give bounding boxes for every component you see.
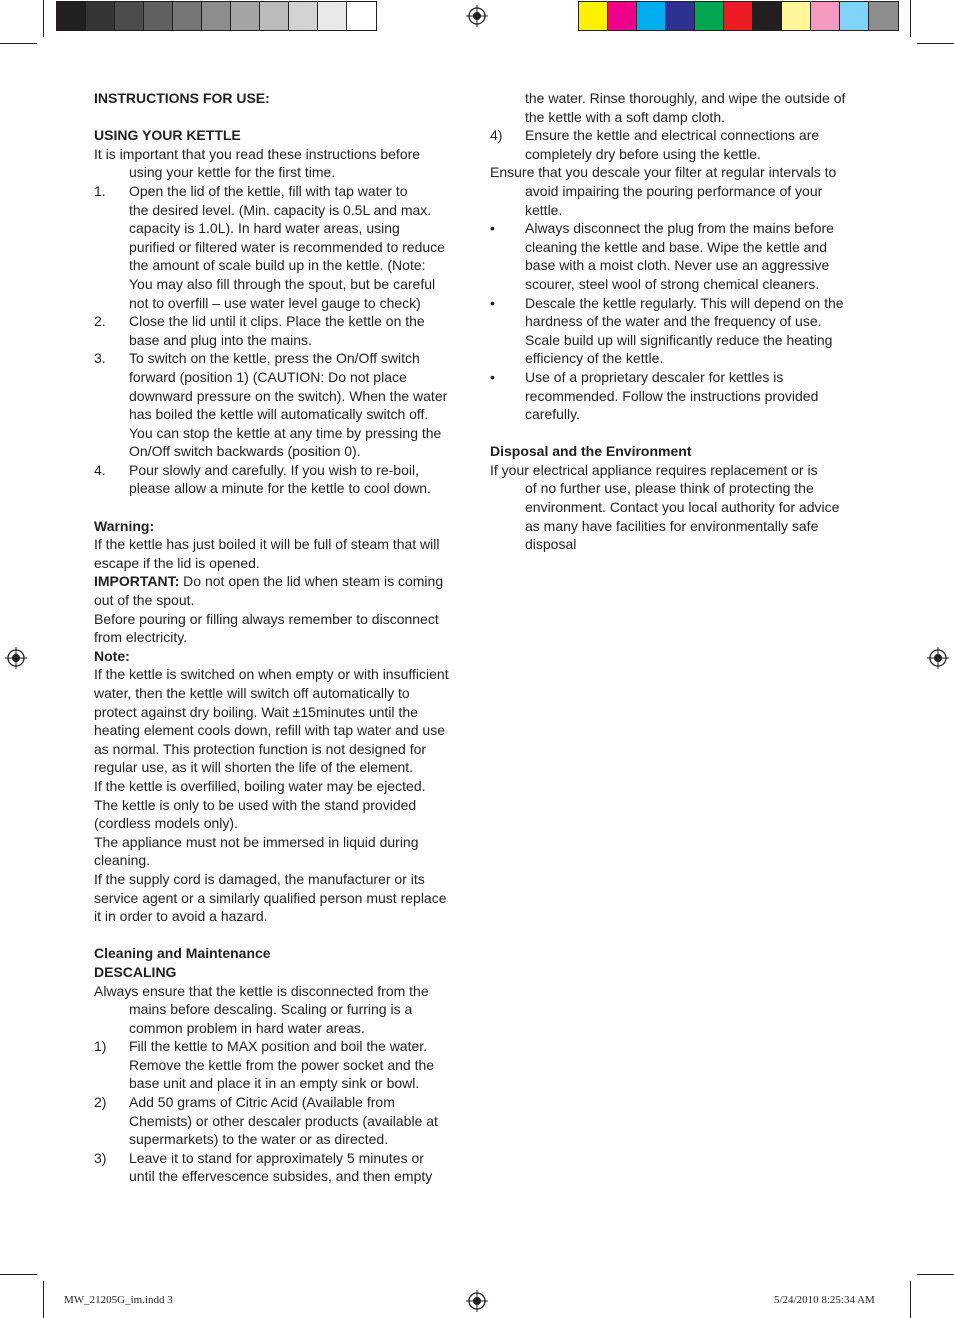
text-line: recommended. Follow the instructions provided [525,387,819,404]
list-marker: 1) [94,1038,107,1055]
list-item [490,294,870,368]
text-line: common problem in hard water areas. [129,1019,365,1036]
important-paragraph [94,572,474,609]
color-swatch [57,2,86,30]
text-line: as normal. This protection function is not designed for [94,740,427,757]
text-line: capacity is 1.0L). In hard water areas, using [129,220,400,237]
text-line: environment. Contact you local authority for advice [525,499,840,516]
text-line: hardness of the water and the frequency of use. [525,313,822,330]
text-line: base and plug into the mains. [129,331,312,348]
section-heading: INSTRUCTIONS FOR USE: [94,90,270,106]
list-marker: • [490,294,495,311]
text-line: If the kettle has just boiled it will be full of steam that will [94,536,440,553]
list-item [94,312,474,349]
color-swatch [86,2,115,30]
text-line [94,572,474,591]
text-line: has boiled the kettle will automatically switch off. [129,406,429,423]
text-line: Ensure the kettle and electrical connections are [525,127,820,144]
text-line: disposal [525,536,577,553]
print-timestamp: 5/24/2010 8:25:34 AM [774,1294,875,1306]
right-text-column [490,89,870,554]
hanging-paragraph [94,982,474,1038]
color-swatch [666,2,695,30]
paragraph [94,610,474,647]
text-line: Add 50 grams of Citric Acid (Available from [129,1094,395,1111]
section-heading: Warning: [94,517,155,534]
text-line: downward pressure on the switch). When the water [129,387,448,404]
hanging-paragraph [490,461,870,554]
text-line: Open the lid of the kettle, fill with tap water to [129,182,408,199]
text-line: the kettle with a soft damp cloth. [525,108,725,125]
text-line: You can stop the kettle at any time by pressing the [129,424,442,441]
text-line: service agent or a similarly qualified person must replace [94,889,447,906]
text-line: supermarkets) to the water or as directed. [129,1131,389,1148]
list-item [94,461,474,498]
text-line: the water. Rinse thoroughly, and wipe the outside of [525,90,846,106]
text-line: until the effervescence subsides, and then empty [129,1168,433,1185]
crosshair-registration-icon [466,1290,488,1312]
text-line: avoid impairing the pouring performance of your [525,182,823,199]
color-swatch [231,2,260,30]
crop-mark [910,1281,911,1318]
list-item [490,368,870,424]
text-line: regular use, as it will shorten the life of the element. [94,759,414,776]
text-line: If the supply cord is damaged, the manufacturer or its [94,870,425,887]
color-swatch [347,2,376,30]
text-line: Always disconnect the plug from the mains before [525,220,834,237]
paragraph [94,535,474,572]
text-line: it in order to avoid a hazard. [94,908,268,925]
text-line: Before pouring or filling always remember to disconnect [94,610,439,627]
list-item [94,182,474,312]
color-swatch [144,2,173,30]
text-line: mains before descaling. Scaling or furring is a [129,1001,413,1018]
text-line: from electricity. [94,629,188,646]
text-line: completely dry before using the kettle. [525,145,761,162]
gray-scale-bar [56,1,377,31]
text-line: protect against dry boiling. Wait ±15minutes until the [94,703,418,720]
text-line: carefully. [525,406,580,423]
list-item [94,1149,474,1186]
text-line: please allow a minute for the kettle to cool down. [129,480,431,497]
list-item [94,1093,474,1149]
paragraph [94,665,474,925]
left-text-column [94,89,474,1186]
color-swatch [289,2,318,30]
color-swatch [637,2,666,30]
paragraph-gap [94,498,474,517]
text-line: Ensure that you descale your filter at regular intervals to [490,164,837,181]
text-line: On/Off switch backwards (position 0). [129,443,361,460]
color-swatch [724,2,753,30]
text-line: If your electrical appliance requires replacement or is [490,461,818,478]
list-marker: 2) [94,1094,107,1111]
text-line: the amount of scale build up in the kettle. (Note: [129,257,426,274]
color-swatch [811,2,840,30]
section-heading: Disposal and the Environment [490,443,692,460]
crop-mark [910,0,911,37]
list-marker: • [490,220,495,237]
text-line: escape if the lid is opened. [94,554,260,571]
color-swatch [695,2,724,30]
important-text: Do not open the lid when steam is coming [179,573,444,590]
text-line: Always ensure that the kettle is disconnected from the [94,982,429,999]
text-line: It is important that you read these instructions before [94,145,421,162]
text-line: cleaning. [94,852,151,869]
section-heading: DESCALING [94,963,177,980]
color-swatch [782,2,811,30]
paragraph-gap [94,108,474,127]
text-line: base with a moist cloth. Never use an aggressive [525,257,830,274]
color-swatch [115,2,144,30]
text-line: water, then the kettle will switch off automatically to [94,685,410,701]
list-item [94,1037,474,1093]
crop-mark [43,1281,44,1318]
list-marker: 1. [94,182,106,199]
color-swatch [869,2,898,30]
text-line: kettle. [525,201,563,218]
list-item [490,126,870,163]
text-line: To switch on the kettle, press the On/Off switch [129,350,420,367]
section-heading: USING YOUR KETTLE [94,127,241,144]
text-line: heating element cools down, refill with tap water and use [94,722,445,739]
text-line: Descale the kettle regularly. This will depend on the [525,294,844,311]
color-swatch [840,2,869,30]
color-swatch [173,2,202,30]
list-item [490,219,870,293]
hanging-paragraph [490,163,870,219]
text-line: Use of a proprietary descaler for kettles is [525,368,784,385]
text-line: base unit and place it in an empty sink or bowl. [129,1075,420,1092]
crop-mark [0,43,37,44]
text-line: forward (position 1) (CAUTION: Do not place [129,368,407,385]
text-line: out of the spout. [94,592,195,609]
list-item [94,349,474,461]
text-line: The kettle is only to be used with the stand provided [94,796,417,813]
text-line: using your kettle for the first time. [129,164,336,181]
text-line: cleaning the kettle and base. Wipe the kettle and [525,238,827,255]
text-line: Remove the kettle from the power socket and the [129,1056,435,1073]
text-line: efficiency of the kettle. [525,350,664,367]
crop-mark [0,1274,37,1275]
color-swatch [202,2,231,30]
crosshair-registration-icon [5,647,27,669]
text-line: Scale build up will significantly reduce the heating [525,331,833,348]
file-slug: MW_21205G_im.indd 3 [64,1294,173,1306]
text-line: of no further use, please think of protecting the [525,480,814,497]
color-swatch [579,2,608,30]
list-marker: • [490,368,495,385]
text-line: You may also fill through the spout, but be careful [129,275,436,292]
color-swatch [260,2,289,30]
color-swatch [318,2,347,30]
text-line: as many have facilities for environmentally safe [525,517,819,534]
list-marker: 4. [94,461,106,478]
section-heading: Note: [94,647,130,664]
list-marker: 3) [94,1149,107,1166]
text-line: Chemists) or other descaler products (available at [129,1112,438,1129]
crop-mark [917,1274,954,1275]
important-label: IMPORTANT: [94,573,180,590]
text-line: Close the lid until it clips. Place the kettle on the [129,313,425,330]
section-heading: Cleaning and Maintenance [94,945,271,962]
text-line: (cordless models only). [94,815,238,832]
hanging-paragraph [94,145,474,182]
color-bar [578,1,899,31]
list-marker: 4) [490,127,503,144]
paragraph-gap [490,424,870,443]
text-line: Fill the kettle to MAX position and boil the water. [129,1038,428,1055]
text-line: Leave it to stand for approximately 5 minutes or [129,1149,424,1166]
text-line: If the kettle is switched on when empty or with insufficient [94,666,449,683]
crop-mark [43,0,44,37]
list-marker: 2. [94,313,106,330]
color-swatch [753,2,782,30]
crosshair-registration-icon [466,5,488,27]
text-line: Pour slowly and carefully. If you wish to re-boil, [129,461,419,478]
color-swatch [608,2,637,30]
text-line: purified or filtered water is recommended to reduce [129,238,445,255]
list-marker: 3. [94,350,106,367]
list-item [490,89,870,126]
text-line: the desired level. (Min. capacity is 0.5L and max. [129,201,432,218]
paragraph-gap [94,926,474,945]
text-line: not to overfill – use water level gauge to check) [129,294,421,311]
text-line: scourer, steel wool of strong chemical cleaners. [525,275,820,292]
text-line: The appliance must not be immersed in liquid during [94,833,419,850]
crop-mark [917,43,954,44]
text-line: If the kettle is overfilled, boiling water may be ejected. [94,777,426,794]
crosshair-registration-icon [927,647,949,669]
